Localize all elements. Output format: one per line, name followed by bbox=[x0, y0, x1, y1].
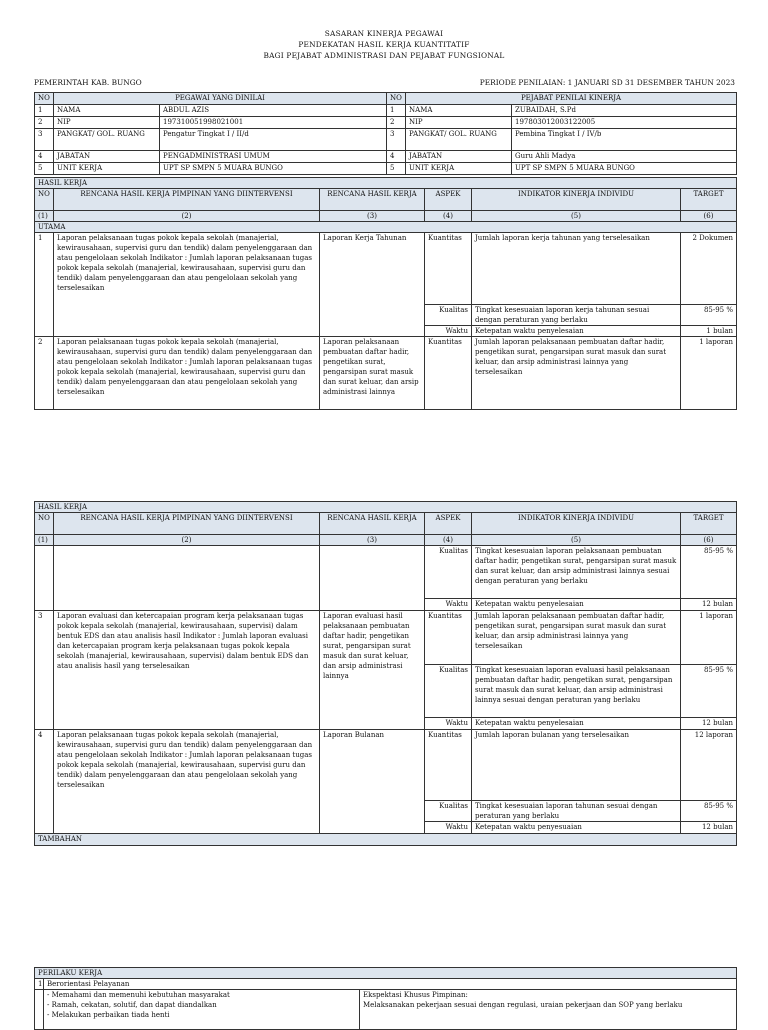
table-row bbox=[35, 337, 737, 410]
target: 85-95 % bbox=[681, 546, 737, 599]
field-value: 197310051998021001 bbox=[160, 117, 387, 129]
aspek: Kualitas bbox=[425, 546, 472, 599]
col-header: RENCANA HASIL KERJA bbox=[320, 513, 425, 535]
field-value: UPT SP SMPN 5 MUARA BUNGO bbox=[512, 163, 737, 175]
field-value: ABDUL AZIS bbox=[160, 105, 387, 117]
rencana-hasil: Laporan pelaksanaan pembuatan daftar hadir, pengetikan surat, pengarsipan surat masuk dan surat keluar, dan arsip administrasi lainnya bbox=[320, 337, 425, 410]
perilaku-kerja-table bbox=[34, 967, 737, 1030]
table-row bbox=[35, 163, 737, 175]
table-row bbox=[35, 117, 737, 129]
perilaku-name: Berorientasi Pelayanan bbox=[44, 979, 737, 990]
aspek: Kuantitas bbox=[425, 611, 472, 665]
field-label: NAMA bbox=[406, 105, 512, 117]
target: 12 bulan bbox=[681, 718, 737, 730]
col-header: INDIKATOR KINERJA INDIVIDU bbox=[472, 189, 681, 211]
col-header: TARGET bbox=[681, 513, 737, 535]
hasil-kerja-table-1 bbox=[34, 177, 737, 410]
ekspektasi-label: Ekspektasi Khusus Pimpinan: bbox=[363, 991, 468, 999]
no-header: NO bbox=[35, 93, 54, 105]
periode: PERIODE PENILAIAN: 1 JANUARI SD 31 DESEMBER TAHUN 2023 bbox=[479, 78, 735, 87]
col-header: INDIKATOR KINERJA INDIVIDU bbox=[472, 513, 681, 535]
table-row bbox=[35, 233, 737, 305]
aspek: Kualitas bbox=[425, 305, 472, 326]
col-header: NO bbox=[35, 513, 54, 535]
no-header: NO bbox=[387, 93, 406, 105]
section-utama: UTAMA bbox=[35, 222, 737, 233]
aspek: Kuantitas bbox=[425, 730, 472, 801]
row-no: 5 bbox=[35, 163, 54, 175]
item-no: 2 bbox=[35, 337, 54, 410]
col-header: RENCANA HASIL KERJA PIMPINAN YANG DIINTERVENSI bbox=[54, 513, 320, 535]
row-no: 1 bbox=[35, 105, 54, 117]
field-label: NIP bbox=[406, 117, 512, 129]
section-title: PERILAKU KERJA bbox=[35, 968, 737, 979]
rencana-hasil: Laporan Kerja Tahunan bbox=[320, 233, 425, 337]
row-no: 4 bbox=[35, 151, 54, 163]
col-number: (6) bbox=[681, 211, 737, 222]
indikator: Tingkat kesesuaian laporan tahunan sesuai dengan peraturan yang berlaku bbox=[472, 801, 681, 822]
section-title: HASIL KERJA bbox=[35, 178, 737, 189]
field-label: NAMA bbox=[54, 105, 160, 117]
field-value: 197803012003122005 bbox=[512, 117, 737, 129]
target: 2 Dokumen bbox=[681, 233, 737, 305]
field-value: ZUBAIDAH, S.Pd bbox=[512, 105, 737, 117]
col-number: (4) bbox=[425, 535, 472, 546]
field-label: PANGKAT/ GOL. RUANG bbox=[54, 129, 160, 151]
field-value: Guru Ahli Madya bbox=[512, 151, 737, 163]
section-title: HASIL KERJA bbox=[35, 502, 737, 513]
field-label: UNIT KERJA bbox=[406, 163, 512, 175]
field-label: NIP bbox=[54, 117, 160, 129]
field-value: Pembina Tingkat I / IV/b bbox=[512, 129, 737, 151]
field-label: JABATAN bbox=[54, 151, 160, 163]
indikator: Jumlah laporan pelaksanaan pembuatan daftar hadir, pengetikan surat, pengarsipan surat masuk dan surat keluar, dan arsip administrasi lainnya yang terselesaikan bbox=[472, 611, 681, 665]
section-tambahan: TAMBAHAN bbox=[35, 834, 737, 846]
indikator: Tingkat kesesuaian laporan pelaksanaan pembuatan daftar hadir, pengetikan surat, pengarsipan surat masuk dan surat keluar, dan arsip administrasi lainnya sesuai dengan peraturan yang berlaku bbox=[472, 546, 681, 599]
field-label: UNIT KERJA bbox=[54, 163, 160, 175]
rencana-pimpinan: Laporan pelaksanaan tugas pokok kepala sekolah (manajerial, kewirausahaan, supervisi guru dan tendik) dalam penyelenggaraan dan atau pengelolaan sekolah Indikator : Jumlah laporan pelaksanaan tugas pokok kepala sekolah (manajerial, kewirausahaan, supervisi guru dan tendik) dalam penyelenggaraan dan atau pengelolaan sekolah yang terselesaikan bbox=[54, 233, 320, 337]
field-value: Pengatur Tingkat I / II/d bbox=[160, 129, 387, 151]
item-no: 3 bbox=[35, 611, 54, 730]
target: 85-95 % bbox=[681, 305, 737, 326]
rencana-hasil: Laporan Bulanan bbox=[320, 730, 425, 834]
row-no: 2 bbox=[35, 117, 54, 129]
target: 1 laporan bbox=[681, 611, 737, 665]
field-value: UPT SP SMPN 5 MUARA BUNGO bbox=[160, 163, 387, 175]
col-header: RENCANA HASIL KERJA PIMPINAN YANG DIINTERVENSI bbox=[54, 189, 320, 211]
col-header: TARGET bbox=[681, 189, 737, 211]
indikator: Ketepatan waktu penyelesaian bbox=[472, 718, 681, 730]
table-row bbox=[35, 105, 737, 117]
row-no: 4 bbox=[387, 151, 406, 163]
field-label: JABATAN bbox=[406, 151, 512, 163]
aspek: Waktu bbox=[425, 599, 472, 611]
rencana-pimpinan: Laporan evaluasi dan ketercapaian program kerja pelaksanaan tugas pokok kepala sekolah (manajerial, kewirausahaan, supervisi) dalam bentuk EDS dan atau analisis hasil Indikator : Jumlah laporan evaluasi dan ketercapaian program kerja pelaksanaan tugas pokok kepala sekolah (manajerial, kewirausahaan, supervisi) dalam bentuk EDS dan atau analisis hasil yang terselesaikan bbox=[54, 611, 320, 730]
indikator: Tingkat kesesuaian laporan evaluasi hasil pelaksanaan pembuatan daftar hadir, pengetikan surat, pengarsipan surat masuk dan surat keluar, dan arsip administrasi lainnya sesuai dengan peraturan yang berlaku bbox=[472, 665, 681, 718]
page-break bbox=[0, 415, 768, 501]
col-number: (1) bbox=[35, 535, 54, 546]
target: 12 bulan bbox=[681, 599, 737, 611]
indikator: Jumlah laporan pelaksanaan pembuatan daftar hadir, pengetikan surat, pengarsipan surat masuk dan surat keluar, dan arsip administrasi lainnya yang terselesaikan bbox=[472, 337, 681, 410]
item-no: 4 bbox=[35, 730, 54, 834]
rencana-pimpinan: Laporan pelaksanaan tugas pokok kepala sekolah (manajerial, kewirausahaan, supervisi guru dan tendik) dalam penyelenggaraan dan atau pengelolaan sekolah Indikator : Jumlah laporan pelaksanaan tugas pokok kepala sekolah (manajerial, kewirausahaan, supervisi guru dan tendik) dalam penyelenggaraan dan atau pengelolaan sekolah yang terselesaikan bbox=[54, 337, 320, 410]
col-header: ASPEK bbox=[425, 189, 472, 211]
target: 85-95 % bbox=[681, 665, 737, 718]
indikator: Ketepatan waktu penyesuaian bbox=[472, 822, 681, 834]
aspek: Kuantitas bbox=[425, 233, 472, 305]
doc-subtitle-2: BAGI PEJABAT ADMINISTRASI DAN PEJABAT FUNGSIONAL bbox=[263, 51, 505, 60]
list-item: - Memahami dan memenuhi kebutuhan masyarakat bbox=[47, 991, 230, 999]
col-number: (3) bbox=[320, 211, 425, 222]
row-no: 3 bbox=[387, 129, 406, 151]
indikator: Jumlah laporan kerja tahunan yang terselesaikan bbox=[472, 233, 681, 305]
rencana-pimpinan: Laporan pelaksanaan tugas pokok kepala sekolah (manajerial, kewirausahaan, supervisi guru dan tendik) dalam penyelenggaraan dan atau pengelolaan sekolah Indikator : Jumlah laporan pelaksanaan tugas pokok kepala sekolah (manajerial, kewirausahaan, supervisi guru dan tendik) dalam penyelenggaraan dan atau pengelolaan sekolah yang terselesaikan bbox=[54, 730, 320, 834]
indikator: Jumlah laporan bulanan yang terselesaikan bbox=[472, 730, 681, 801]
instansi: PEMERINTAH KAB. BUNGO bbox=[34, 78, 142, 87]
col-number: (3) bbox=[320, 535, 425, 546]
doc-title: SASARAN KINERJA PEGAWAI bbox=[324, 29, 444, 38]
col-header: RENCANA HASIL KERJA bbox=[320, 189, 425, 211]
target: 12 bulan bbox=[681, 822, 737, 834]
doc-subtitle: PENDEKATAN HASIL KERJA KUANTITATIF bbox=[298, 40, 470, 49]
field-value: PENGADMINISTRASI UMUM bbox=[160, 151, 387, 163]
aspek: Waktu bbox=[425, 718, 472, 730]
aspek: Waktu bbox=[425, 326, 472, 337]
pegawai-dinilai-header: PEGAWAI YANG DINILAI bbox=[54, 93, 387, 105]
row-no: 2 bbox=[387, 117, 406, 129]
col-number: (5) bbox=[472, 211, 681, 222]
hasil-kerja-table-2 bbox=[34, 501, 737, 846]
aspek: Kualitas bbox=[425, 665, 472, 718]
col-header: NO bbox=[35, 189, 54, 211]
col-number: (2) bbox=[54, 535, 320, 546]
pejabat-penilai-header: PEJABAT PENILAI KINERJA bbox=[406, 93, 737, 105]
target: 1 laporan bbox=[681, 337, 737, 410]
col-number: (1) bbox=[35, 211, 54, 222]
indikator: Tingkat kesesuaian laporan kerja tahunan sesuai dengan peraturan yang berlaku bbox=[472, 305, 681, 326]
aspek: Kualitas bbox=[425, 801, 472, 822]
col-number: (4) bbox=[425, 211, 472, 222]
row-no: 5 bbox=[387, 163, 406, 175]
pegawai-table bbox=[34, 92, 737, 175]
item-no: 1 bbox=[35, 979, 44, 990]
list-item: - Melakukan perbaikan tiada henti bbox=[47, 1011, 170, 1019]
list-item: - Ramah, cekatan, solutif, dan dapat diandalkan bbox=[47, 1001, 217, 1009]
col-number: (2) bbox=[54, 211, 320, 222]
field-label: PANGKAT/ GOL. RUANG bbox=[406, 129, 512, 151]
table-row bbox=[35, 611, 737, 665]
col-number: (6) bbox=[681, 535, 737, 546]
rencana-hasil: Laporan evaluasi hasil pelaksanaan pembuatan daftar hadir, pengetikan surat, pengarsipan surat masuk dan surat keluar, dan arsip administrasi lainnya bbox=[320, 611, 425, 730]
table-row bbox=[35, 129, 737, 151]
col-number: (5) bbox=[472, 535, 681, 546]
target: 12 laporan bbox=[681, 730, 737, 801]
target: 1 bulan bbox=[681, 326, 737, 337]
col-header: ASPEK bbox=[425, 513, 472, 535]
ekspektasi-text: Melaksanakan pekerjaan sesuai dengan regulasi, uraian pekerjaan dan SOP yang berlaku bbox=[363, 1001, 683, 1009]
indikator: Ketepatan waktu penyelesaian bbox=[472, 326, 681, 337]
aspek: Kuantitas bbox=[425, 337, 472, 410]
table-row bbox=[35, 151, 737, 163]
target: 85-95 % bbox=[681, 801, 737, 822]
table-row bbox=[35, 730, 737, 801]
item-no: 1 bbox=[35, 233, 54, 337]
indikator: Ketepatan waktu penyelesaian bbox=[472, 599, 681, 611]
aspek: Waktu bbox=[425, 822, 472, 834]
row-no: 3 bbox=[35, 129, 54, 151]
row-no: 1 bbox=[387, 105, 406, 117]
